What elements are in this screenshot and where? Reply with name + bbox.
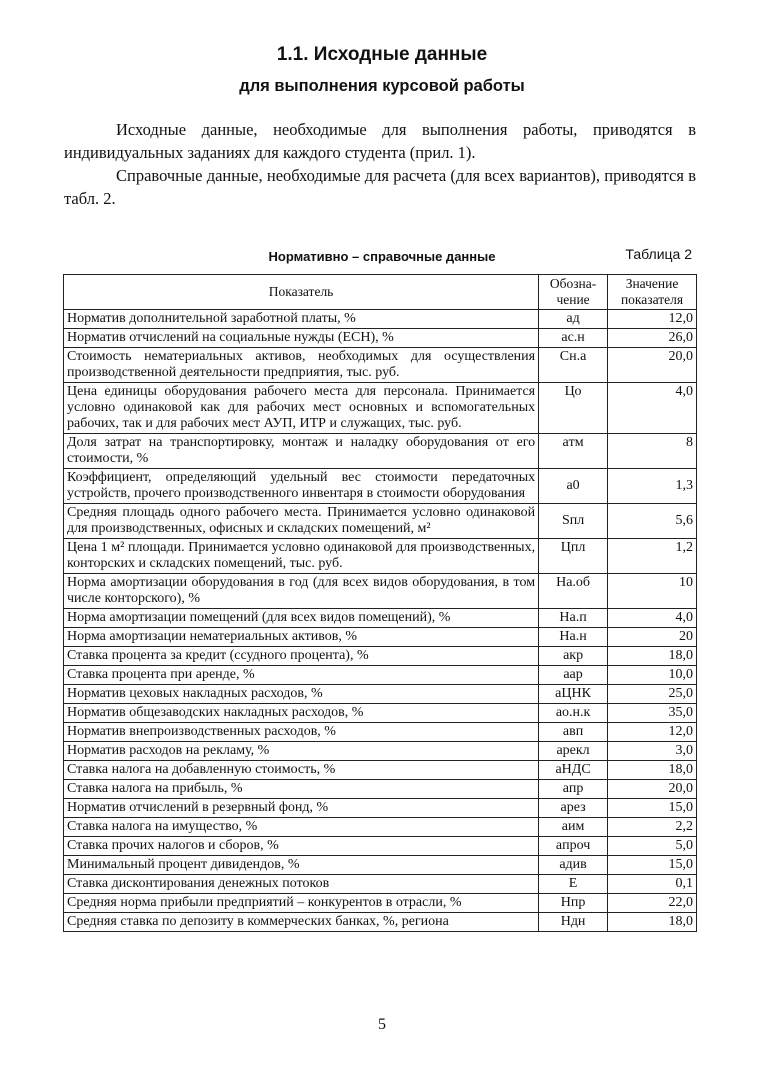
row-symbol: aд [539,310,608,329]
header-symbol: Обозна-чение [539,275,608,310]
section-subtitle: для выполнения курсовой работы [239,77,525,95]
row-name: Цена единицы оборудования рабочего места для персонала. Принимается условно одинаковой как для рабочих мест основных и вспомогательных рабочих, так и для рабочих мест АУП, ИТР и служащих, тыс. руб. [64,383,539,434]
row-symbol: Cн.а [539,348,608,383]
row-name: Минимальный процент дивидендов, % [64,856,539,875]
row-value: 12,0 [608,310,697,329]
row-value: 5,0 [608,837,697,856]
table-row [64,539,697,574]
row-name: Ставка процента при аренде, % [64,666,539,685]
row-symbol: Цпл [539,539,608,574]
table-row [64,383,697,434]
row-value: 4,0 [608,383,697,434]
row-symbol: Цо [539,383,608,434]
row-value: 4,0 [608,609,697,628]
row-name: Ставка налога на прибыль, % [64,780,539,799]
row-value: 18,0 [608,647,697,666]
row-name: Норматив отчислений в резервный фонд, % [64,799,539,818]
table-row [64,894,697,913]
row-symbol: aпр [539,780,608,799]
row-value: 1,3 [608,469,697,504]
row-name: Норма амортизации оборудования в год (для всех видов оборудования, в том числе конторского), % [64,574,539,609]
row-symbol: a0 [539,469,608,504]
table-row [64,780,697,799]
reference-table [63,274,697,932]
row-value: 5,6 [608,504,697,539]
row-name: Средняя ставка по депозиту в коммерческих банках, %, региона [64,913,539,932]
row-name: Норматив отчислений на социальные нужды (ЕСН), % [64,329,539,348]
table-row [64,574,697,609]
row-name: Норма амортизации нематериальных активов, % [64,628,539,647]
row-name: Норматив дополнительной заработной платы, % [64,310,539,329]
page-number: 5 [378,1016,386,1033]
row-name: Доля затрат на транспортировку, монтаж и наладку оборудования от его стоимости, % [64,434,539,469]
row-value: 26,0 [608,329,697,348]
table-row [64,310,697,329]
row-name: Ставка налога на имущество, % [64,818,539,837]
row-value: 15,0 [608,856,697,875]
row-value: 18,0 [608,913,697,932]
row-name: Норматив расходов на рекламу, % [64,742,539,761]
row-name: Ставка процента за кредит (ссудного процента), % [64,647,539,666]
table-row [64,856,697,875]
row-name: Норма амортизации помещений (для всех видов помещений), % [64,609,539,628]
table-row [64,704,697,723]
table-row [64,913,697,932]
row-value: 20 [608,628,697,647]
row-value: 10,0 [608,666,697,685]
row-symbol: aдив [539,856,608,875]
row-symbol: Sпл [539,504,608,539]
row-value: 12,0 [608,723,697,742]
row-symbol: aЦНК [539,685,608,704]
row-name: Коэффициент, определяющий удельный вес стоимости передаточных устройств, прочего производственного инвентаря в стоимости оборудования [64,469,539,504]
row-name: Стоимость нематериальных активов, необходимых для осуществления производственной деятельности предприятия, тыс. руб. [64,348,539,383]
row-value: 20,0 [608,348,697,383]
header-value: Значение показателя [608,275,697,310]
row-value: 1,2 [608,539,697,574]
row-name: Норматив цеховых накладных расходов, % [64,685,539,704]
table-title: Нормативно – справочные данные [268,249,496,264]
row-value: 3,0 [608,742,697,761]
row-value: 2,2 [608,818,697,837]
row-value: 20,0 [608,780,697,799]
paragraph-reference-data: Справочные данные, необходимые для расчета (для всех вариантов), приводятся в табл. 2. [64,166,696,208]
row-symbol: aрез [539,799,608,818]
row-name: Норматив общезаводских накладных расходов, % [64,704,539,723]
table-row [64,666,697,685]
table-row [64,799,697,818]
table-row [64,837,697,856]
row-name: Цена 1 м² площади. Принимается условно одинаковой для производственных, конторских и складских помещений, тыс. руб. [64,539,539,574]
row-symbol: E [539,875,608,894]
table-row [64,742,697,761]
table-header-row [64,275,697,310]
table-row [64,434,697,469]
row-symbol: aс.н [539,329,608,348]
row-symbol: Hдн [539,913,608,932]
table-row [64,647,697,666]
row-name: Ставка налога на добавленную стоимость, % [64,761,539,780]
table-number: Таблица 2 [625,246,692,262]
table-row [64,609,697,628]
row-symbol: Hа.н [539,628,608,647]
table-row [64,504,697,539]
table-row [64,628,697,647]
row-symbol: aтм [539,434,608,469]
row-value: 18,0 [608,761,697,780]
table-row [64,348,697,383]
row-symbol: aар [539,666,608,685]
row-symbol: Hа.об [539,574,608,609]
table-row [64,329,697,348]
row-name: Ставка прочих налогов и сборов, % [64,837,539,856]
row-name: Средняя норма прибыли предприятий – конкурентов в отрасли, % [64,894,539,913]
row-value: 10 [608,574,697,609]
table-row [64,723,697,742]
row-symbol: aо.н.к [539,704,608,723]
section-title: 1.1. Исходные данные [276,44,488,65]
row-value: 35,0 [608,704,697,723]
table-row [64,469,697,504]
paragraph-source-data: Исходные данные, необходимые для выполнения работы, приводятся в индивидуальных заданиях для каждого студента (прил. 1). [64,120,696,162]
row-value: 15,0 [608,799,697,818]
row-name: Ставка дисконтирования денежных потоков [64,875,539,894]
row-value: 0,1 [608,875,697,894]
row-symbol: aвп [539,723,608,742]
row-name: Средняя площадь одного рабочего места. Принимается условно одинаковой для производственных, офисных и складских помещений, м² [64,504,539,539]
row-symbol: aНДС [539,761,608,780]
row-symbol: Hа.п [539,609,608,628]
row-symbol: aим [539,818,608,837]
row-symbol: aкр [539,647,608,666]
row-value: 25,0 [608,685,697,704]
row-value: 8 [608,434,697,469]
row-symbol: Hпр [539,894,608,913]
table-row [64,875,697,894]
row-name: Норматив внепроизводственных расходов, % [64,723,539,742]
row-symbol: aпроч [539,837,608,856]
table-row [64,818,697,837]
row-value: 22,0 [608,894,697,913]
row-symbol: aрекл [539,742,608,761]
table-row [64,685,697,704]
table-row [64,761,697,780]
header-indicator: Показатель [64,275,539,310]
